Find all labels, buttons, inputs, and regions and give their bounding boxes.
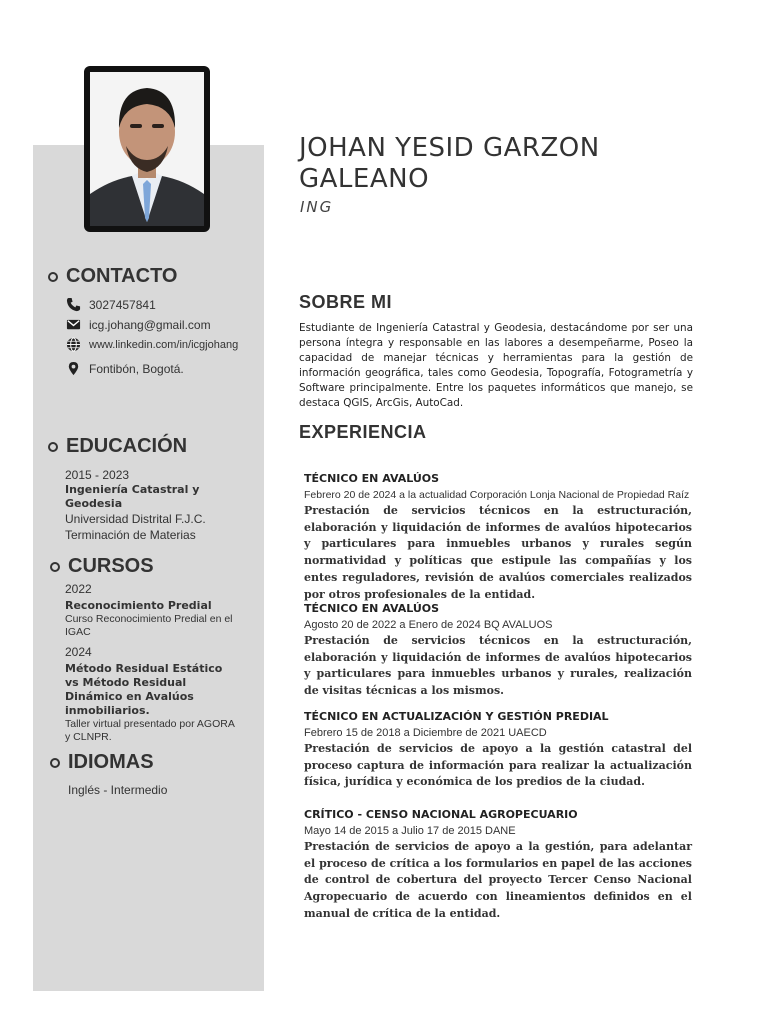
experience-item-2 [304, 601, 692, 700]
bullet-icon [48, 442, 58, 452]
education-degree: Ingeniería Catastral y Geodesia [65, 483, 200, 510]
languages-heading: IDIOMAS [50, 751, 154, 774]
job-description: Prestación de servicios de apoyo a la gestión catastral del proceso captura de información para realizar la actualización física, jurídica y económica de los predios de la ciudad. [304, 742, 692, 789]
job-dates: Mayo 14 de 2015 a Julio 17 de 2015 DANE [304, 825, 516, 837]
envelope-icon [66, 317, 81, 332]
job-title: TÉCNICO EN AVALÚOS [304, 472, 440, 485]
about-heading: SOBRE MI [299, 292, 393, 312]
bullet-icon [50, 562, 60, 572]
courses-heading: CURSOS [50, 555, 154, 578]
job-dates: Febrero 15 de 2018 a Diciembre de 2021 UAECD [304, 727, 547, 739]
course-year: 2024 [65, 645, 92, 659]
contact-location: Fontibón, Bogotá. [66, 361, 184, 376]
course-desc: Curso Reconocimiento Predial en el IGAC [65, 613, 233, 638]
profile-photo-frame [84, 66, 210, 232]
course-title: Método Residual Estático vs Método Residual Dinámico en Avalúos inmobiliarios. [65, 662, 223, 717]
course-entry-2 [65, 644, 237, 744]
contact-phone[interactable]: 3027457841 [66, 297, 156, 312]
job-role: ING [300, 198, 334, 216]
job-dates: Agosto 20 de 2022 a Enero de 2024 BQ AVALUOS [304, 619, 553, 631]
education-school: Universidad Distrital F.J.C. [65, 512, 206, 526]
bullet-icon [50, 758, 60, 768]
experience-heading: EXPERIENCIA [299, 422, 427, 442]
contact-email[interactable]: icg.johang@gmail.com [66, 317, 211, 332]
course-year: 2022 [65, 582, 92, 596]
course-title: Reconocimiento Predial [65, 599, 212, 612]
about-text: Estudiante de Ingeniería Catastral y Geodesia, destacándome por ser una persona íntegra y responsable en las labores a desempeñarme, Poseo la capacidad de manejar técnicas y herramientas para la gestión de información geográfica, tales como Geodesia, Topografía, Fotogrametría y Software principalmente. Entre los paquetes informáticos que manejo, se destaca QGIS, ArcGis, AutoCad. [299, 322, 693, 409]
job-description: Prestación de servicios técnicos en la estructuración, elaboración y liquidación de informes de avalúos hipotecarios y particulares para inmuebles urbanos y rurales, realización de visitas técnicas a los mismos. [304, 634, 692, 698]
education-heading: EDUCACIÓN [48, 435, 187, 458]
full-name: JOHAN YESID GARZON GALEANO [299, 133, 600, 194]
course-entry-1 [65, 581, 237, 639]
language-item: Inglés - Intermedio [68, 783, 168, 797]
profile-photo [90, 72, 204, 226]
contact-heading: CONTACTO [48, 265, 177, 288]
map-pin-icon [66, 361, 81, 376]
job-description: Prestación de servicios de apoyo a la gestión, para adelantar el proceso de crítica a los formularios en papel de las acciones de control de cobertura del proyecto Tercer Censo Nacional Agropecuario de acuerdo con lineamientos definidos en el manual de crítica de la entidad. [304, 840, 692, 920]
contact-website[interactable]: www.linkedin.com/in/icgjohang [66, 337, 238, 352]
education-entry [65, 467, 240, 543]
job-title: TÉCNICO EN ACTUALIZACIÓN Y GESTIÓN PREDIAL [304, 710, 609, 723]
experience-item-3 [304, 709, 692, 791]
job-description: Prestación de servicios técnicos en la estructuración, elaboración y liquidación de informes de avalúos hipotecarios y particulares para inmuebles urbanos y rurales según normatividad y políticas que estipule las compañías y los entes reguladores, revisión de avalúos comerciales realizados por otros profesionales de la entidad. [304, 504, 692, 601]
education-status: Terminación de Materias [65, 528, 196, 542]
education-years: 2015 - 2023 [65, 468, 130, 482]
bullet-icon [48, 272, 58, 282]
experience-item-4 [304, 807, 692, 923]
job-dates: Febrero 20 de 2024 a la actualidad Corporación Lonja Nacional de Propiedad Raíz [304, 489, 690, 501]
course-desc: Taller virtual presentado por AGORA y CLNPR. [65, 718, 235, 743]
job-title: TÉCNICO EN AVALÚOS [304, 602, 440, 615]
phone-icon [66, 297, 81, 312]
experience-item-1 [304, 471, 692, 603]
globe-icon [66, 337, 81, 352]
job-title: CRÍTICO - CENSO NACIONAL AGROPECUARIO [304, 808, 578, 821]
